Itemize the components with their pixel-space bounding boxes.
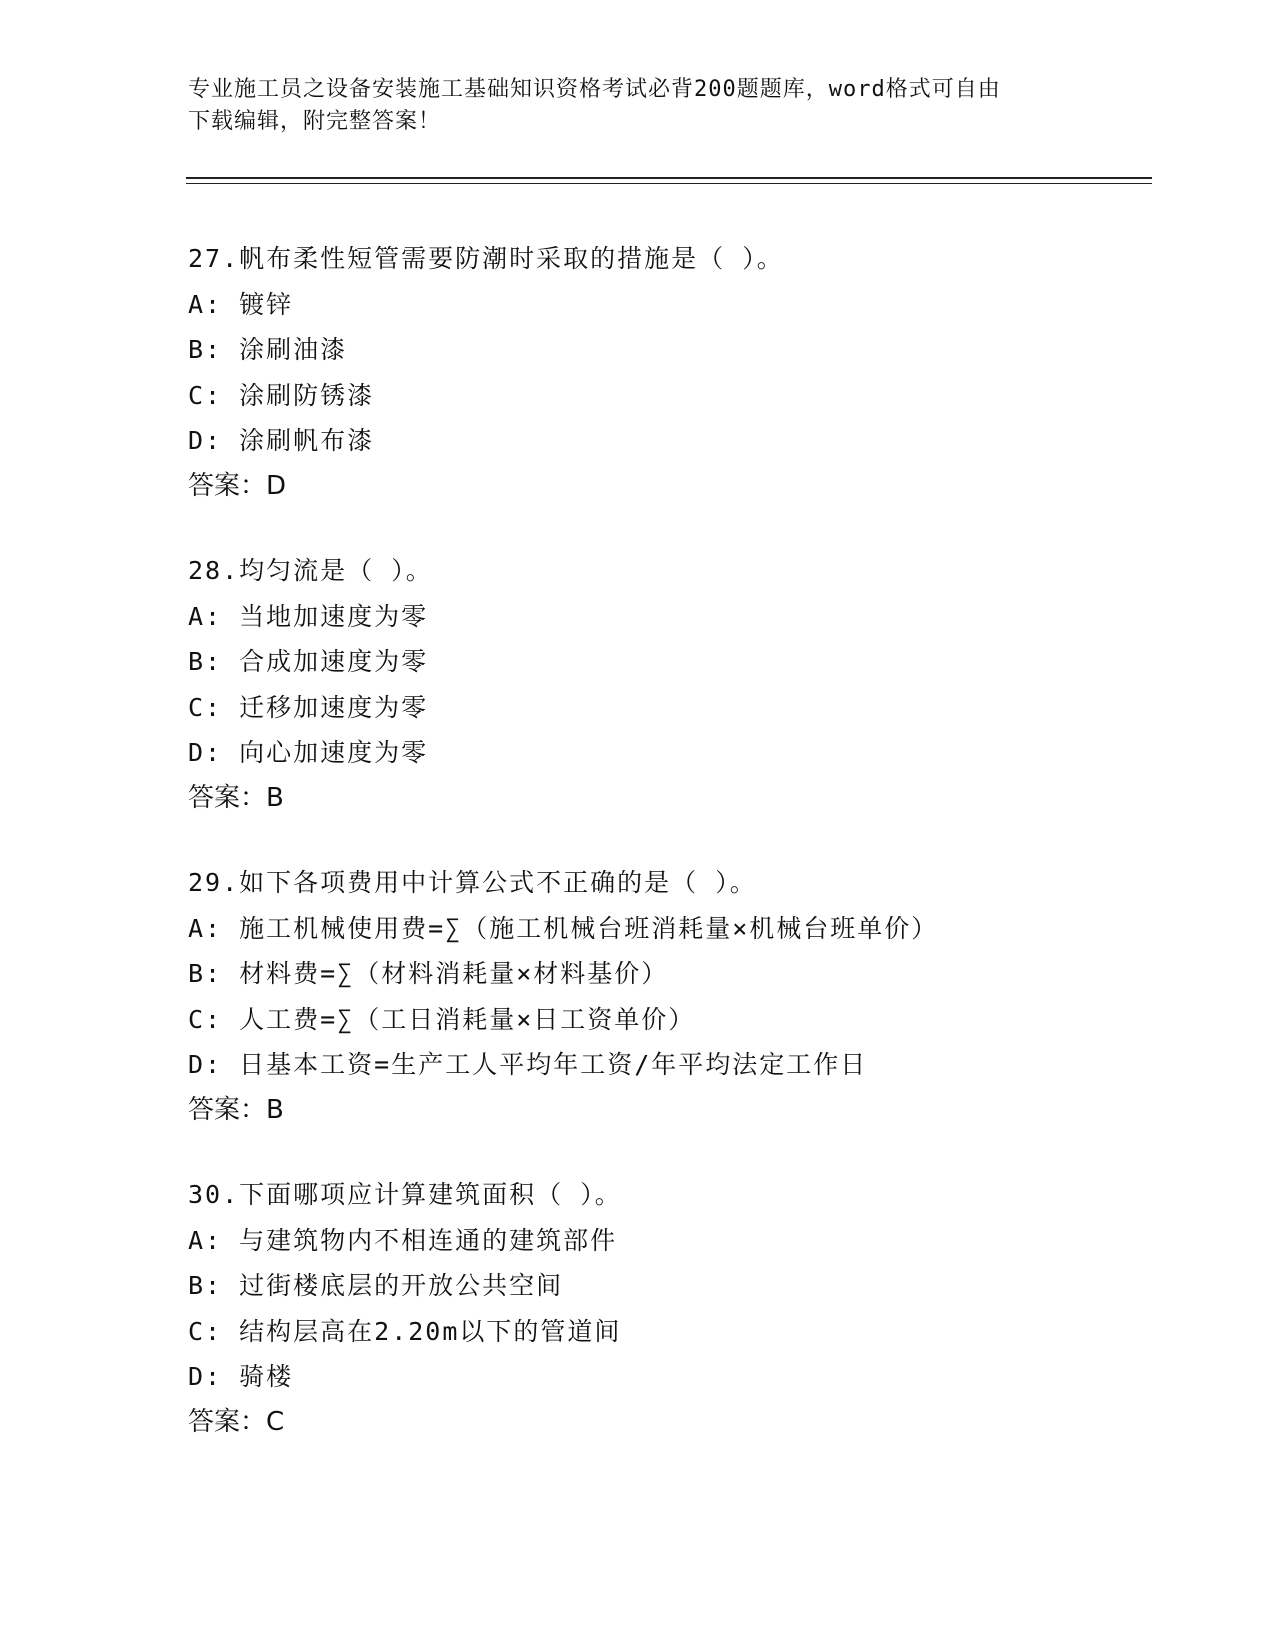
question-29	[188, 860, 1148, 1133]
question-stem: 30.下面哪项应计算建筑面积（ ）。	[188, 1180, 622, 1209]
answer-line: 答案：D	[188, 470, 287, 501]
option-a: A: 当地加速度为零	[188, 601, 429, 631]
question-stem: 28.均匀流是（ ）。	[188, 556, 433, 585]
document-header	[188, 74, 1068, 138]
answer-line: 答案：B	[188, 782, 284, 813]
header-line-2: 下载编辑，附完整答案！	[188, 109, 442, 134]
divider-thick	[186, 177, 1152, 179]
option-b: B: 过街楼底层的开放公共空间	[188, 1271, 564, 1300]
option-d: D: 向心加速度为零	[188, 738, 429, 767]
option-d: D: 骑楼	[188, 1362, 294, 1391]
question-28	[188, 548, 1148, 821]
option-a: A: 镀锌	[188, 289, 294, 319]
question-30	[188, 1172, 1148, 1445]
option-c: C: 结构层高在2.20m以下的管道间	[188, 1316, 622, 1346]
option-c: C: 迁移加速度为零	[188, 692, 429, 722]
option-a: A: 与建筑物内不相连通的建筑部件	[188, 1225, 618, 1255]
question-stem: 27.帆布柔性短管需要防潮时采取的措施是（ ）。	[188, 244, 784, 273]
option-a: A: 施工机械使用费=∑（施工机械台班消耗量×机械台班单价）	[188, 913, 939, 943]
header-divider	[186, 177, 1152, 184]
option-c: C: 涂刷防锈漆	[188, 380, 375, 410]
option-b: B: 涂刷油漆	[188, 335, 348, 364]
option-b: B: 合成加速度为零	[188, 647, 429, 676]
question-list	[188, 236, 1148, 1484]
option-d: D: 涂刷帆布漆	[188, 426, 375, 455]
question-27	[188, 236, 1148, 509]
answer-line: 答案：C	[188, 1406, 285, 1437]
option-d: D: 日基本工资=生产工人平均年工资/年平均法定工作日	[188, 1050, 868, 1079]
answer-line: 答案：B	[188, 1094, 284, 1125]
question-stem: 29.如下各项费用中计算公式不正确的是（ ）。	[188, 868, 757, 897]
option-b: B: 材料费=∑（材料消耗量×材料基价）	[188, 959, 669, 988]
option-c: C: 人工费=∑（工日消耗量×日工资单价）	[188, 1004, 696, 1034]
divider-thin	[186, 183, 1152, 184]
header-line-1: 专业施工员之设备安装施工基础知识资格考试必背200题题库，word格式可自由	[188, 77, 1001, 102]
